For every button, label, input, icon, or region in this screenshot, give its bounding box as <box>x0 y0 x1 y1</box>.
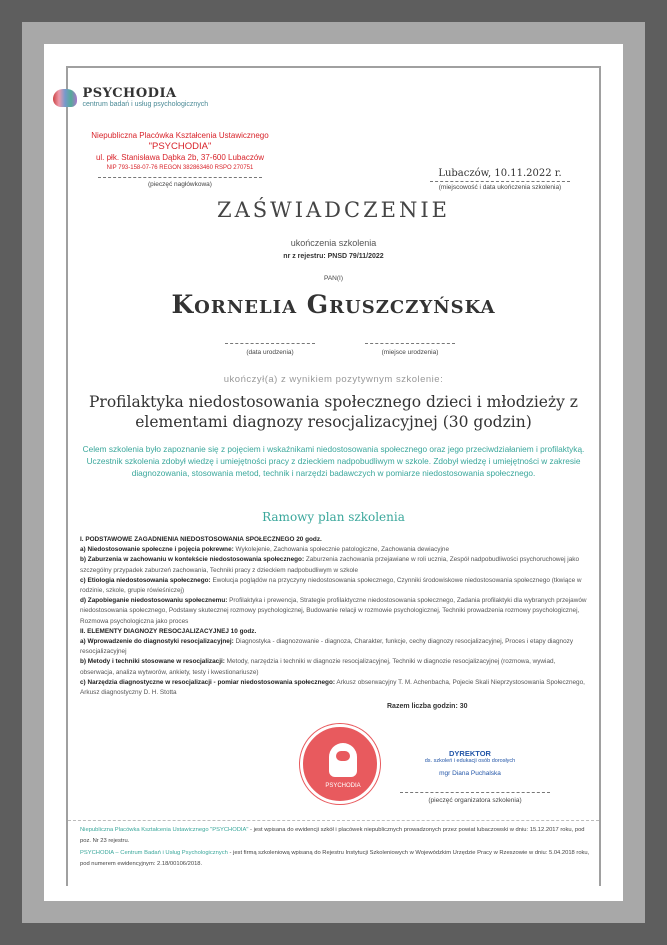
birth-date-label: (data urodzenia) <box>246 349 294 356</box>
course-title: Profilaktyka niedostosowania społecznego dzieci i młodzieży z elementami diagnozy resocjalizacyjnej (30 godzin) <box>89 393 578 431</box>
plan-item-details: Profilaktyka i prewencja, Strategie profilaktyczne niedostosowania społecznego, Zadania profilaktyki dla wybranych przejawów niedostosowania społecznego, Podstawy skutecznej rozmowy psychologicznej, Budowanie relacji w rozmowie psychologicznej, Techniki prowadzenia rozmowy psychologicznej, Rozmowa psychologiczna jako proces <box>80 597 587 625</box>
certificate-subtitle: ukończenia szkolenia <box>290 238 377 248</box>
plan-item-details: Wykolejenie, Zachowania społecznie patologiczne, Zachowania dewiacyjne <box>233 546 449 554</box>
plan-item <box>80 576 587 596</box>
birth-place <box>365 343 455 356</box>
place-date <box>430 168 570 191</box>
plan-title: Ramowy plan szkolenia <box>262 510 405 524</box>
signature-name: mgr Diana Puchalska <box>439 770 501 777</box>
plan-item-details: Ewolucja poglądów na przyczyny niedostosowania społecznego, Czynniki środowiskowe niedostosowania społecznego (tkwiące w rodzinie, szkole, grupie rówieśniczej) <box>80 576 582 595</box>
issuer-short: "PSYCHODIA" <box>148 141 212 152</box>
salutation: PAN(I) <box>323 275 344 282</box>
footer-divider <box>68 820 599 821</box>
issuer-name: Niepubliczna Placówka Kształcenia Ustawicznego <box>91 131 269 140</box>
plan-item <box>80 637 587 657</box>
plan-item-details: Metody, narzędzia i techniki w diagnozie resocjalizacyjnej, Techniki w diagnozie resocjalizacyjnej (rozmowa, wywiad, obserwacja, analiza wytworów, ankiety, testy i kwestionariusze) <box>80 658 556 676</box>
plan-item <box>80 678 587 698</box>
footer-note <box>80 825 590 846</box>
director-signature <box>395 749 545 777</box>
course-description: Celem szkolenia było zapoznanie się z pojęciem i wskaźnikami niedostosowania społecznego oraz jego przeciwdziałaniem i profilaktyką. Uczestnik szkolenia zdobył wiedzę i umiejętności pracy z dzieckiem nadpobudliwym w szkole. Zdobył wiedzę i umiejętności w zakresie diagnozowania, stosowania metod, technik i narzędzi badawczych w pomiarze niedostosowania społecznego. <box>82 444 585 478</box>
completed-text: ukończył(a) z wynikiem pozytywnym szkolenie: <box>223 374 444 385</box>
organization-stamp <box>300 724 380 804</box>
plan-item-topic: c) Narzędzia diagnostyczne w resocjalizacji - pomiar niedostosowania społecznego: <box>80 678 335 686</box>
plan-section-heading: I. PODSTAWOWE ZAGADNIENIA NIEDOSTOSOWANIA SPOŁECZNEGO 20 godz. <box>80 536 322 543</box>
certificate-title: ZAŚWIADCZENIE <box>216 198 450 222</box>
footer-rest: - jest wpisana do ewidencji szkół i placówek niepublicznych prowadzonych przez powiat lubaczowski w dniu: 15.12.2017 roku, pod poz. Nr 23 rejestru. <box>80 827 585 844</box>
footer-lead: Niepubliczna Placówka Kształcenia Ustawicznego "PSYCHODIA" <box>80 827 249 833</box>
plan-item-topic: b) Zaburzenia w zachowaniu w kontekście niedostosowania społecznego: <box>80 556 305 564</box>
birth-date <box>225 343 315 356</box>
signature-dept: ds. szkoleń i edukacji osób dorosłych <box>424 758 516 764</box>
stamp-label: (pieczęć nagłówkowa) <box>148 181 212 188</box>
signature-role: DYREKTOR <box>449 749 491 758</box>
plan-item-topic: c) Etiologia niedostosowania społecznego: <box>80 576 211 584</box>
plan-item-topic: b) Metody i techniki stosowane w resocjalizacji: <box>80 658 225 666</box>
plan-section-heading: II. ELEMENTY DIAGNOZY RESOCJALIZACYJNEJ 10 godz. <box>80 627 257 635</box>
issuer-ids: NIP 793-158-07-76 REGON 382863460 RSPO 270751 <box>106 165 254 171</box>
plan-item <box>80 657 587 677</box>
plan-item <box>80 555 587 575</box>
organizer-stamp-area <box>400 792 550 804</box>
birth-place-label: (miejsce urodzenia) <box>381 349 439 356</box>
brain-logo-icon <box>53 89 77 107</box>
plan-item-topic: a) Wprowadzenie do diagnostyki resocjalizacyjnej: <box>80 638 234 646</box>
total-hours: Razem liczba godzin: 30 <box>387 703 468 710</box>
plan-item <box>80 596 587 627</box>
issuer-address: ul. płk. Stanisława Dąbka 2b, 37-600 Lubaczów <box>95 153 265 162</box>
footer-rest: - jest firmą szkoleniową wpisaną do Rejestru Instytucji Szkoleniowych w Wojewódzkim Urzędzie Pracy w Rzeszowie w dniu: 5.04.2018 roku, pod numerem ewidencyjnym: 2.18/00106/2018. <box>80 850 590 867</box>
stamp-text: PSYCHODIA <box>325 783 361 789</box>
footer-note <box>80 848 590 869</box>
place-date-value: Lubaczów, 10.11.2022 r. <box>438 168 562 179</box>
plan-item-details: Diagnostyka - diagnozowanie - diagnoza, Charakter, funkcje, cechy diagnozy resocjalizacyjnej, Proces i etapy diagnozy resocjalizacyjnej <box>80 638 574 656</box>
training-plan <box>80 535 587 698</box>
footer-lead: PSYCHODIA – Centrum Badań i Usług Psychologicznych <box>80 850 228 856</box>
logo-name: PSYCHODIA <box>82 86 177 101</box>
organizer-stamp-label: (pieczęć organizatora szkolenia) <box>428 797 522 804</box>
recipient-name: Kornelia Gruszczyńska <box>171 290 496 319</box>
issuer-header <box>80 131 280 190</box>
plan-item-details: Arkusz obserwacyjny T. M. Achenbacha, Pojecie Skali Nieprzystosowania Społecznego, Arkusz diagnostyczny D. H. Stotta <box>80 678 585 697</box>
plan-item-topic: a) Niedostosowanie społeczne i pojęcia pokrewne: <box>80 546 234 554</box>
plan-item-topic: d) Zapobieganie niedostosowaniu społecznemu: <box>80 597 228 605</box>
registry-number: nr z rejestru: PNSD 79/11/2022 <box>283 253 384 260</box>
plan-item <box>80 545 587 555</box>
plan-item-details: Zaburzenia zachowania przejawiane w roli ucznia, Zespół nadpobudliwości psychoruchowej jako szczególny przypadek zaburzeń zachowania, Techniki pracy z dzieckiem nadpobudliwym w szkole <box>80 556 580 574</box>
footer <box>80 825 590 869</box>
place-date-label: (miejscowość i data ukończenia szkolenia) <box>438 184 562 191</box>
logo-tagline: centrum badań i usług psychologicznych <box>82 101 209 108</box>
lightbulb-icon <box>329 743 357 777</box>
psychodia-logo <box>82 86 430 109</box>
